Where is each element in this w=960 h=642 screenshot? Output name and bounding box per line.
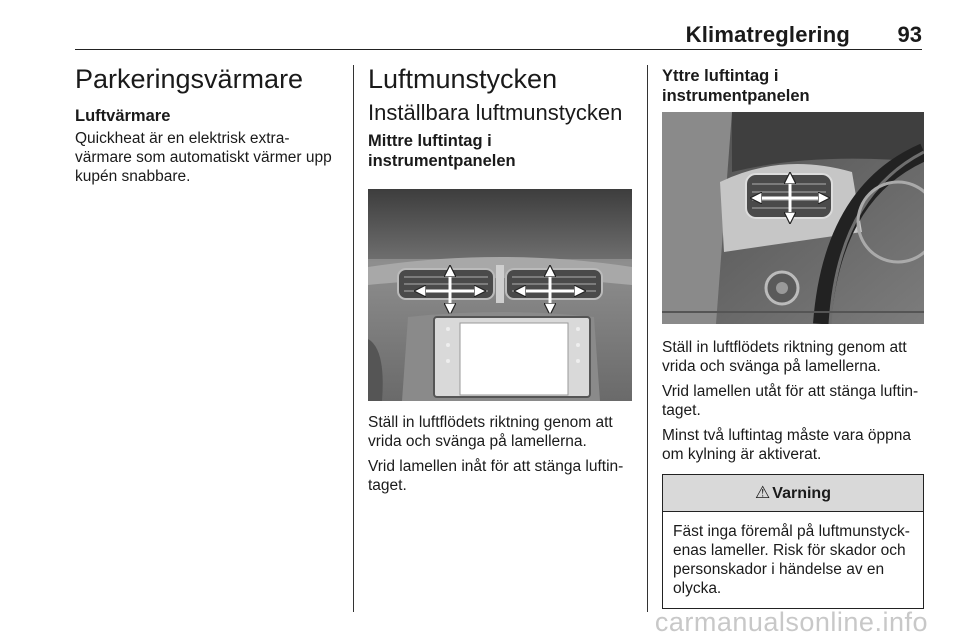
warning-header	[663, 475, 923, 512]
subheading-adjustable-vents: Inställbara luftmunstycken	[368, 100, 623, 125]
paragraph-center-close: Vrid lamellen inåt för att stänga luftin-taget.	[368, 458, 624, 494]
section-heading-parking-heater: Parkeringsvärmare	[75, 64, 304, 94]
paragraph-outer-adjust: Ställ in luftflödets riktning genom att vrida och svänga på lamellerna.	[662, 339, 907, 375]
page-number: 93	[897, 22, 922, 47]
minor-heading-center-vents: Mittre luftintag i instrumentpanelen	[368, 132, 516, 170]
header-rule	[75, 49, 922, 50]
column-outer-vents	[662, 62, 926, 609]
figure-center-vents	[368, 189, 632, 401]
paragraph-center-adjust: Ställ in luftflödets riktning genom att vrida och svänga på lamellerna.	[368, 414, 613, 450]
warning-text: Fäst inga föremål på luftmunstyck-enas lameller. Risk för skador och personskador i händelse av en olycka.	[673, 523, 910, 597]
column-parking-heater	[75, 62, 345, 192]
warning-triangle-icon: ⚠	[755, 483, 771, 502]
paragraph-quickheat: Quickheat är en elektrisk extra-värmare som automatiskt värmer upp kupén snabbare.	[75, 130, 332, 185]
warning-box	[662, 474, 924, 609]
section-heading-air-vents: Luftmunstycken	[368, 64, 558, 94]
subheading-air-heater: Luftvärmare	[75, 107, 171, 125]
chapter-title: Klimatreglering	[685, 22, 850, 47]
column-divider-right	[647, 65, 648, 612]
minor-heading-outer-vents: Yttre luftintag i instrumentpanelen	[662, 67, 810, 105]
column-divider-left	[353, 65, 354, 612]
center-vents-illustration	[368, 189, 632, 401]
paragraph-min-two-open: Minst två luftintag måste vara öppna om kylning är aktiverat.	[662, 427, 911, 463]
warning-title: Varning	[772, 485, 831, 502]
outer-vents-illustration	[662, 112, 924, 324]
paragraph-outer-close: Vrid lamellen utåt för att stänga luftin-taget.	[662, 383, 919, 419]
watermark: carmanualsonline.info	[654, 607, 928, 637]
figure-outer-vents	[662, 112, 924, 324]
column-air-vents	[368, 62, 634, 501]
